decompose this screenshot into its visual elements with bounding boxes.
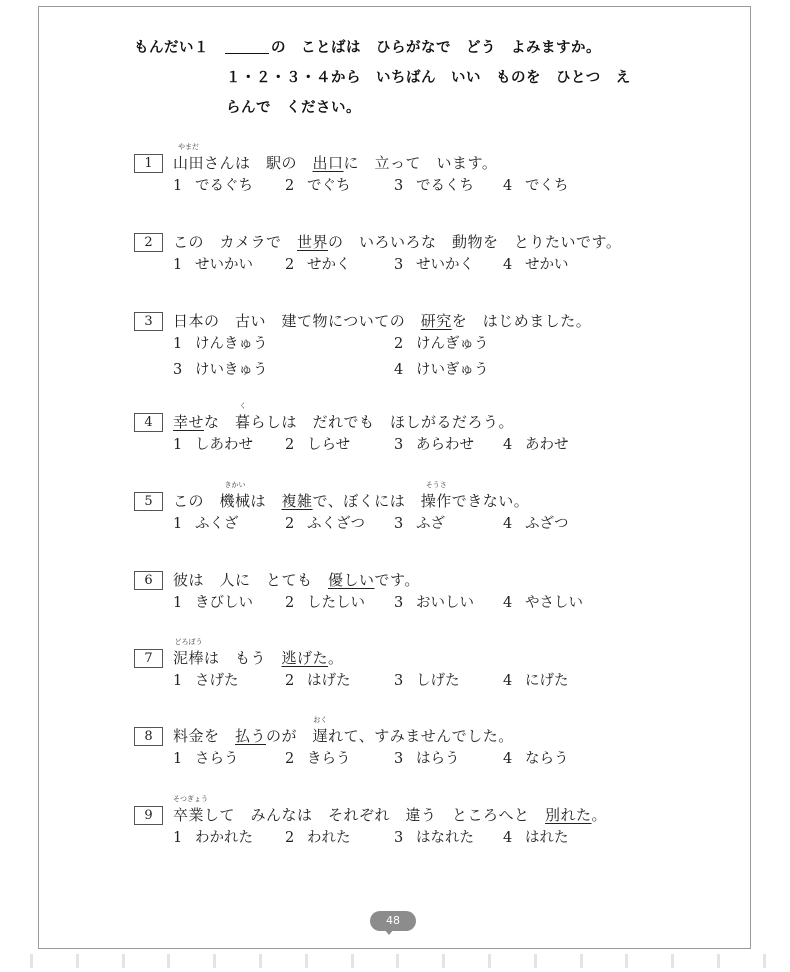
answer-option-3[interactable]: [394, 749, 460, 769]
answer-option-4[interactable]: [394, 360, 489, 380]
answer-option-2[interactable]: [285, 671, 351, 691]
ruby-word: [312, 716, 329, 749]
option-text: おいしい: [416, 595, 474, 611]
option-number: 1: [173, 437, 183, 453]
option-number: 3: [394, 830, 404, 846]
answer-option-4[interactable]: [503, 176, 569, 196]
ruby-base: 遅: [312, 727, 329, 745]
option-text: ふざつ: [525, 516, 569, 532]
option-number: 2: [394, 336, 404, 352]
option-text: きらう: [307, 751, 351, 767]
question-stem: [173, 308, 591, 334]
option-number: 4: [503, 673, 513, 689]
option-text: わかれた: [195, 830, 253, 846]
option-text: にげた: [525, 673, 569, 689]
question-stem: [173, 481, 530, 514]
question-number-box: 8: [134, 727, 163, 746]
mondai-label: もんだい１: [134, 40, 209, 56]
answer-option-4[interactable]: [503, 749, 569, 769]
answer-option-3[interactable]: [173, 360, 268, 380]
option-number: 1: [173, 751, 183, 767]
option-number: 3: [394, 437, 404, 453]
ruby-word: [235, 402, 251, 435]
stem-text: らしは だれでも ほしがるだろう。: [250, 413, 515, 431]
option-text: しあわせ: [195, 437, 253, 453]
edge-tick: [305, 954, 308, 968]
question-stem: [173, 143, 498, 176]
option-number: 4: [503, 830, 513, 846]
page-edge-ticks: [30, 954, 765, 968]
option-number: 3: [394, 595, 404, 611]
option-text: でるぐち: [195, 178, 253, 194]
stem-text: を はじめました。: [451, 312, 592, 330]
answer-option-3[interactable]: [394, 255, 474, 275]
stem-text: は もう: [204, 649, 282, 667]
option-number: 2: [285, 178, 295, 194]
answer-option-1[interactable]: [173, 255, 253, 275]
stem-text: 日本の 古い 建て物についての: [173, 312, 421, 330]
question-stem: [173, 402, 515, 435]
ruby-base: 暮: [235, 413, 251, 431]
stem-text: の いろいろな 動物を とりたいです。: [328, 233, 622, 251]
question-number-box: 1: [134, 154, 163, 173]
option-text: われた: [307, 830, 351, 846]
option-number: 4: [394, 362, 404, 378]
question-number-box: 7: [134, 649, 163, 668]
ruby-word: [173, 143, 205, 176]
edge-tick: [76, 954, 79, 968]
answer-option-2[interactable]: [285, 828, 351, 848]
ruby-base: 泥棒: [173, 649, 205, 667]
stem-text: 料金を: [173, 727, 236, 745]
stem-text: 彼は 人に とても: [173, 571, 329, 589]
option-text: さげた: [195, 673, 239, 689]
option-text: やさしい: [525, 595, 583, 611]
option-number: 1: [173, 336, 183, 352]
question-stem: [173, 638, 344, 671]
question-number-box: 3: [134, 312, 163, 331]
edge-tick: [580, 954, 583, 968]
option-text: しらせ: [307, 437, 351, 453]
question-number-box: 9: [134, 806, 163, 825]
option-number: 3: [394, 673, 404, 689]
answer-option-4[interactable]: [503, 435, 569, 455]
furigana: やまだ: [178, 143, 199, 151]
stem-text: れて、すみませんでした。: [328, 727, 514, 745]
answer-option-2[interactable]: [285, 176, 351, 196]
stem-text: 。: [328, 649, 344, 667]
option-number: 3: [394, 751, 404, 767]
stem-text: に 立って います。: [343, 154, 498, 172]
instructions-line-1: [134, 36, 601, 57]
option-number: 3: [394, 257, 404, 273]
stem-text: この カメラで: [173, 233, 298, 251]
answer-option-1[interactable]: [173, 435, 253, 455]
stem-text: です。: [374, 571, 420, 589]
edge-tick: [122, 954, 125, 968]
stem-text: な: [204, 413, 236, 431]
option-number: 3: [394, 516, 404, 532]
answer-option-2[interactable]: [285, 255, 351, 275]
option-number: 4: [503, 178, 513, 194]
option-text: さらう: [195, 751, 239, 767]
ruby-word: [173, 795, 208, 828]
option-text: けんきゅう: [195, 336, 268, 352]
answer-option-3[interactable]: [394, 671, 460, 691]
stem-text: この: [173, 492, 220, 510]
option-number: 1: [173, 830, 183, 846]
option-text: はげた: [307, 673, 351, 689]
option-number: 2: [285, 673, 295, 689]
answer-option-2[interactable]: [285, 435, 350, 455]
stem-text: して みんなは それぞれ 違う ところへと: [204, 806, 546, 824]
option-text: ならう: [525, 751, 569, 767]
answer-option-2[interactable]: [285, 514, 365, 534]
edge-tick: [488, 954, 491, 968]
edge-tick: [30, 954, 33, 968]
answer-option-3[interactable]: [394, 514, 445, 534]
question-number-box: 6: [134, 571, 163, 590]
question-stem: [173, 229, 621, 255]
option-text: でぐち: [307, 178, 351, 194]
option-number: 4: [503, 516, 513, 532]
option-text: しげた: [416, 673, 460, 689]
answer-option-1[interactable]: [173, 593, 253, 613]
edge-tick: [671, 954, 674, 968]
option-number: 2: [285, 516, 295, 532]
ruby-base: 卒業: [173, 806, 205, 824]
option-text: けいぎゅう: [416, 362, 489, 378]
instructions-text-1: の ことばは ひらがなで どう よみますか。: [271, 40, 601, 56]
option-text: でくち: [525, 178, 569, 194]
answer-option-2[interactable]: [394, 334, 489, 354]
edge-tick: [763, 954, 766, 968]
question-number-box: 4: [134, 413, 163, 432]
option-text: でるくち: [416, 178, 474, 194]
ruby-word: [173, 638, 205, 671]
answer-option-3[interactable]: [394, 176, 474, 196]
furigana: そうさ: [425, 481, 447, 489]
furigana: どろぼう: [174, 638, 203, 646]
option-number: 3: [173, 362, 183, 378]
answer-option-1[interactable]: [173, 671, 239, 691]
option-text: はれた: [525, 830, 569, 846]
option-number: 1: [173, 673, 183, 689]
option-number: 3: [394, 178, 404, 194]
option-number: 4: [503, 595, 513, 611]
stem-text: は: [250, 492, 282, 510]
option-number: 2: [285, 830, 295, 846]
target-word: 逃げた: [281, 649, 329, 667]
instructions-line-2: １・２・３・４から いちばん いい ものを ひとつ え: [226, 70, 631, 86]
target-word: 研究: [420, 312, 452, 330]
option-number: 4: [503, 751, 513, 767]
ruby-base: 機械: [219, 492, 251, 510]
answer-option-1[interactable]: [173, 514, 239, 534]
furigana: きかい: [224, 481, 246, 489]
answer-option-3[interactable]: [394, 593, 474, 613]
option-number: 1: [173, 178, 183, 194]
option-text: ふくざつ: [307, 516, 365, 532]
stem-text: のが: [266, 727, 313, 745]
edge-tick: [534, 954, 537, 968]
question-stem: [173, 795, 608, 828]
answer-blank: [225, 39, 269, 54]
target-word: 幸せ: [173, 413, 205, 431]
edge-tick: [259, 954, 262, 968]
option-number: 2: [285, 595, 295, 611]
option-text: あらわせ: [416, 437, 474, 453]
edge-tick: [213, 954, 216, 968]
option-text: はなれた: [416, 830, 474, 846]
answer-option-4[interactable]: [503, 828, 569, 848]
furigana: そつぎょう: [173, 795, 208, 803]
answer-option-4[interactable]: [503, 514, 569, 534]
option-text: けんぎゅう: [416, 336, 489, 352]
question-stem: [173, 567, 420, 593]
edge-tick: [442, 954, 445, 968]
question-number-box: 2: [134, 233, 163, 252]
answer-option-3[interactable]: [394, 435, 474, 455]
option-number: 4: [503, 437, 513, 453]
option-number: 4: [503, 257, 513, 273]
answer-option-4[interactable]: [503, 593, 583, 613]
answer-option-1[interactable]: [173, 828, 253, 848]
option-text: ふざ: [416, 516, 445, 532]
edge-tick: [351, 954, 354, 968]
page-number-badge-tail: [384, 929, 394, 935]
edge-tick: [167, 954, 170, 968]
stem-text: 。: [591, 806, 608, 824]
furigana: く: [239, 402, 247, 410]
option-text: あわせ: [525, 437, 569, 453]
question-stem: [173, 716, 514, 749]
option-text: せかく: [307, 257, 351, 273]
target-word: 優しい: [328, 571, 375, 589]
answer-option-3[interactable]: [394, 828, 474, 848]
furigana: おく: [313, 716, 328, 724]
target-word: 世界: [297, 233, 329, 251]
edge-tick: [396, 954, 399, 968]
option-number: 1: [173, 257, 183, 273]
option-number: 2: [285, 751, 295, 767]
option-text: ふくざ: [195, 516, 239, 532]
edge-tick: [717, 954, 720, 968]
option-text: せいかい: [195, 257, 253, 273]
ruby-word: [219, 481, 251, 514]
answer-option-1[interactable]: [173, 334, 268, 354]
question-number-box: 5: [134, 492, 163, 511]
instructions-line-3: らんで ください。: [226, 100, 361, 116]
answer-option-1[interactable]: [173, 749, 239, 769]
answer-option-2[interactable]: [285, 749, 351, 769]
answer-option-2[interactable]: [285, 593, 365, 613]
ruby-word: [420, 481, 452, 514]
page-number-badge: 48: [370, 911, 416, 931]
ruby-base: 操作: [420, 492, 452, 510]
option-text: はらう: [416, 751, 460, 767]
answer-option-1[interactable]: [173, 176, 253, 196]
target-word: 払う: [235, 727, 267, 745]
target-word: 出口: [312, 154, 344, 172]
stem-text: で、ぼくには: [312, 492, 421, 510]
option-number: 1: [173, 595, 183, 611]
option-text: きびしい: [195, 595, 253, 611]
option-number: 2: [285, 437, 295, 453]
option-number: 2: [285, 257, 295, 273]
option-text: したしい: [307, 595, 365, 611]
option-text: せいかく: [416, 257, 474, 273]
target-word: 別れた: [545, 806, 592, 824]
target-word: 複雑: [281, 492, 313, 510]
answer-option-4[interactable]: [503, 255, 569, 275]
stem-text: できない。: [451, 492, 530, 510]
option-text: せかい: [525, 257, 569, 273]
answer-option-4[interactable]: [503, 671, 569, 691]
edge-tick: [625, 954, 628, 968]
option-number: 1: [173, 516, 183, 532]
option-text: けいきゅう: [195, 362, 268, 378]
stem-text: さんは 駅の: [204, 154, 313, 172]
ruby-base: 山田: [173, 154, 205, 172]
